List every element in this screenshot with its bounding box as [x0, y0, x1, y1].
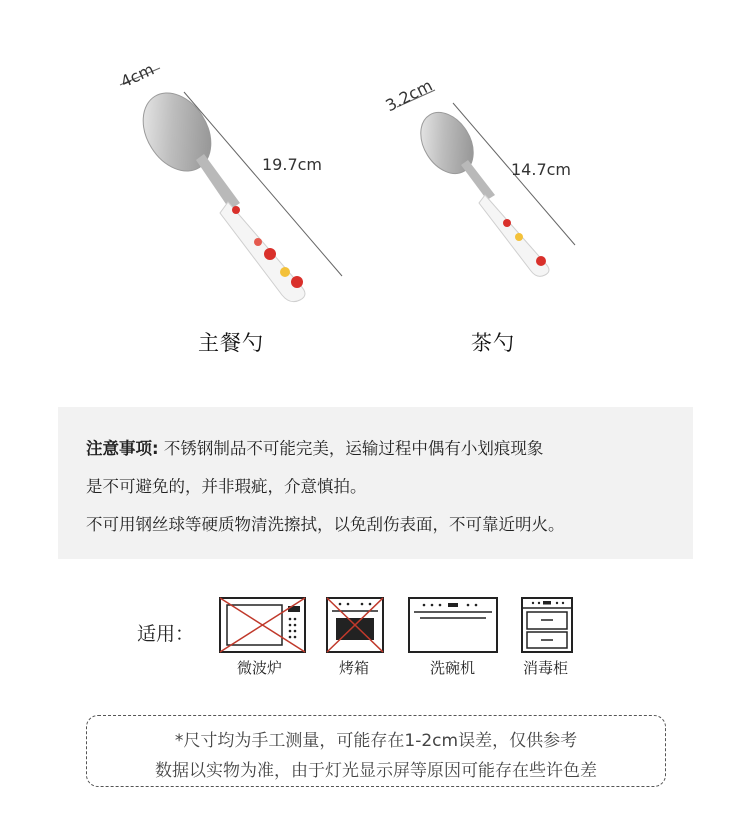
notice-line-2: 是不可避免的，并非瑕疵，介意慎拍。	[86, 477, 367, 496]
care-notice	[58, 407, 693, 559]
tea-spoon-width-label: 3.2cm	[382, 75, 436, 116]
tea-spoon-length-label: 14.7cm	[511, 160, 572, 179]
appliance-dishwasher-label: 洗碗机	[430, 659, 476, 677]
oven-icon	[326, 597, 384, 653]
sterilizer-icon	[521, 597, 573, 653]
notice-title: 注意事项:	[86, 439, 159, 458]
disclaimer-line-2: 数据以实物为准，由于灯光显示屏等原因可能存在些许色差	[155, 761, 597, 781]
main-spoon-illustration	[100, 50, 360, 310]
tea-spoon-illustration	[395, 85, 595, 285]
appliance-microwave-label: 微波炉	[237, 659, 283, 677]
main-spoon-length-label: 19.7cm	[262, 155, 323, 174]
microwave-icon	[219, 597, 306, 653]
tea-spoon-name: 茶勺	[471, 331, 515, 355]
appliance-oven-label: 烤箱	[339, 659, 370, 677]
dishwasher-icon	[408, 597, 498, 653]
measurement-disclaimer	[86, 715, 666, 787]
disclaimer-line-1: *尺寸均为手工测量，可能存在1-2cm误差，仅供参考	[174, 731, 578, 751]
suitable-label: 适用：	[137, 623, 195, 645]
main-spoon-width-label: 4cm	[117, 59, 157, 92]
main-spoon-name: 主餐勺	[198, 331, 264, 355]
notice-line-3: 不可用钢丝球等硬质物清洗擦拭，以免刮伤表面，不可靠近明火。	[86, 515, 565, 534]
notice-line-1: 注意事项: 不锈钢制品不可能完美，运输过程中偶有小划痕现象	[86, 439, 544, 458]
appliance-sterilizer-label: 消毒柜	[523, 659, 569, 677]
